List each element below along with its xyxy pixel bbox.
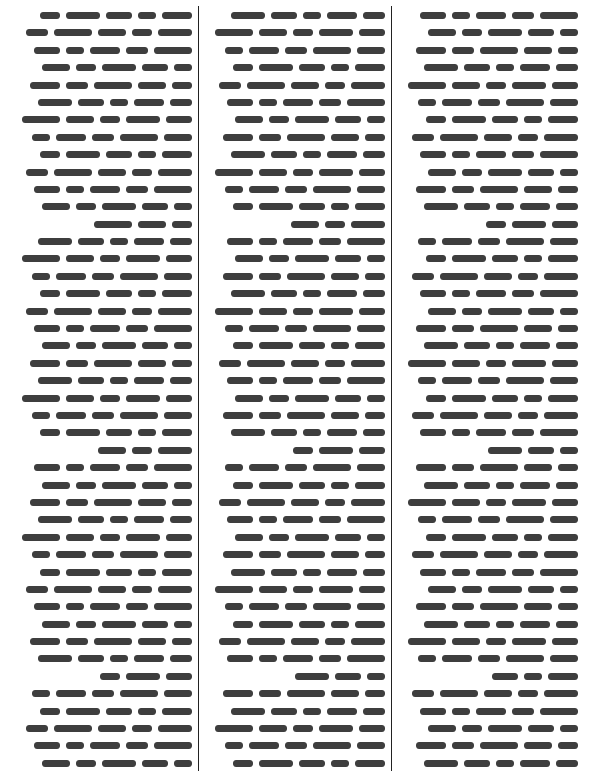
text-line — [12, 406, 192, 423]
text-line — [12, 215, 192, 232]
text-line — [398, 163, 578, 180]
text-line — [12, 23, 192, 40]
text-line — [12, 284, 192, 301]
text-line — [205, 58, 385, 75]
text-line — [205, 284, 385, 301]
text-line — [12, 76, 192, 93]
text-line — [12, 423, 192, 440]
text-line — [205, 128, 385, 145]
text-line — [398, 145, 578, 162]
text-line — [398, 684, 578, 701]
text-line — [12, 528, 192, 545]
text-line — [205, 545, 385, 562]
text-line — [398, 389, 578, 406]
text-line — [12, 702, 192, 719]
text-line — [12, 632, 192, 649]
text-line — [398, 249, 578, 266]
text-line — [12, 197, 192, 214]
text-line — [398, 667, 578, 684]
text-line — [205, 702, 385, 719]
text-line — [12, 371, 192, 388]
text-line — [398, 493, 578, 510]
text-line — [398, 180, 578, 197]
text-line — [205, 23, 385, 40]
text-line — [205, 267, 385, 284]
text-line — [398, 267, 578, 284]
text-line — [398, 736, 578, 753]
text-line — [12, 145, 192, 162]
text-line — [398, 649, 578, 666]
text-line — [12, 510, 192, 527]
text-line — [205, 719, 385, 736]
text-line — [398, 197, 578, 214]
text-line — [398, 41, 578, 58]
text-line — [205, 597, 385, 614]
text-line — [398, 458, 578, 475]
text-line — [398, 302, 578, 319]
text-line — [205, 76, 385, 93]
text-line — [12, 41, 192, 58]
text-line — [205, 110, 385, 127]
text-line — [205, 528, 385, 545]
text-line — [12, 302, 192, 319]
text-line — [205, 371, 385, 388]
text-line — [205, 6, 385, 23]
text-line — [12, 128, 192, 145]
text-line — [12, 649, 192, 666]
text-line — [12, 58, 192, 75]
text-line — [12, 563, 192, 580]
text-line — [205, 249, 385, 266]
text-line — [398, 597, 578, 614]
text-line — [12, 163, 192, 180]
text-line — [398, 510, 578, 527]
text-columns — [6, 6, 584, 771]
text-line — [398, 319, 578, 336]
text-line — [398, 128, 578, 145]
text-line — [398, 528, 578, 545]
text-line — [398, 754, 578, 771]
text-line — [12, 336, 192, 353]
column-middle — [199, 6, 391, 771]
text-line — [12, 319, 192, 336]
text-line — [12, 476, 192, 493]
text-line — [12, 754, 192, 771]
text-line — [398, 615, 578, 632]
text-line — [205, 319, 385, 336]
text-line — [12, 545, 192, 562]
text-line — [205, 93, 385, 110]
text-line — [205, 458, 385, 475]
text-line — [205, 423, 385, 440]
text-line — [398, 76, 578, 93]
text-line — [205, 649, 385, 666]
text-line — [205, 163, 385, 180]
text-line — [205, 302, 385, 319]
text-line — [12, 493, 192, 510]
text-line — [398, 702, 578, 719]
text-line — [12, 6, 192, 23]
text-line — [205, 354, 385, 371]
text-line — [205, 736, 385, 753]
text-line — [398, 563, 578, 580]
text-line — [205, 632, 385, 649]
text-line — [398, 441, 578, 458]
text-line — [398, 354, 578, 371]
column-right — [392, 6, 584, 771]
text-line — [205, 232, 385, 249]
text-line — [398, 719, 578, 736]
text-line — [12, 597, 192, 614]
text-line — [205, 510, 385, 527]
text-line — [12, 267, 192, 284]
text-line — [205, 145, 385, 162]
text-line — [12, 580, 192, 597]
text-line — [12, 232, 192, 249]
text-line — [205, 336, 385, 353]
text-line — [398, 371, 578, 388]
text-line — [205, 180, 385, 197]
text-line — [398, 406, 578, 423]
text-line — [205, 389, 385, 406]
text-line — [398, 545, 578, 562]
text-line — [398, 232, 578, 249]
text-line — [398, 110, 578, 127]
text-line — [398, 284, 578, 301]
text-line — [12, 354, 192, 371]
text-line — [205, 754, 385, 771]
text-line — [12, 180, 192, 197]
text-line — [205, 441, 385, 458]
text-line — [398, 23, 578, 40]
text-line — [12, 667, 192, 684]
text-line — [205, 563, 385, 580]
text-line — [398, 58, 578, 75]
text-line — [398, 215, 578, 232]
text-line — [398, 632, 578, 649]
text-line — [398, 336, 578, 353]
text-line — [12, 684, 192, 701]
text-line — [205, 684, 385, 701]
text-line — [205, 493, 385, 510]
text-line — [205, 41, 385, 58]
text-line — [205, 476, 385, 493]
text-line — [12, 458, 192, 475]
text-line — [205, 615, 385, 632]
text-line — [205, 215, 385, 232]
text-line — [12, 615, 192, 632]
text-line — [12, 110, 192, 127]
text-line — [205, 667, 385, 684]
text-line — [398, 476, 578, 493]
text-line — [205, 580, 385, 597]
text-line — [398, 580, 578, 597]
text-line — [12, 249, 192, 266]
text-line — [12, 736, 192, 753]
text-line — [205, 406, 385, 423]
text-line — [12, 441, 192, 458]
column-left — [6, 6, 198, 771]
text-line — [12, 389, 192, 406]
text-line — [398, 423, 578, 440]
text-line — [12, 719, 192, 736]
text-line — [398, 6, 578, 23]
text-line — [398, 93, 578, 110]
text-line — [12, 93, 192, 110]
text-line — [205, 197, 385, 214]
